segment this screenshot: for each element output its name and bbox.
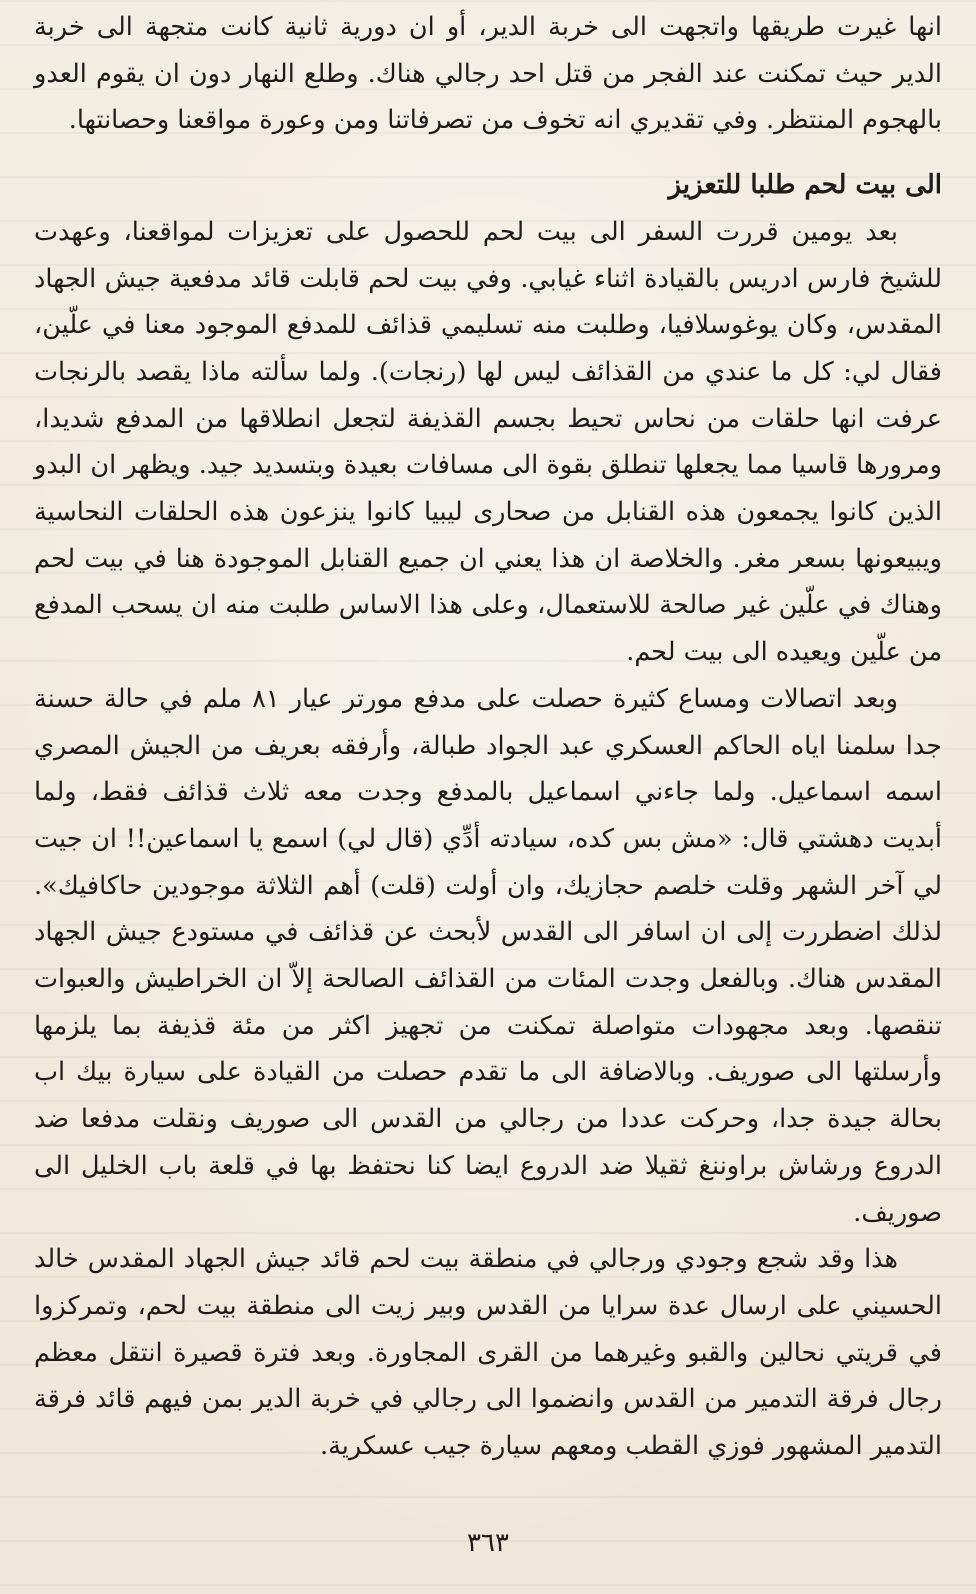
paragraph-continued: انها غيرت طريقها واتجهت الى خربة الدير، أو ان دورية ثانية كانت متجهة الى خربة الدير حيث تمكنت عند الفجر من قتل احد رجالي هناك. وطلع النهار دون ان يقوم العدو بالهجوم المنتظر. وفي تقديري انه تخوف من تصرفاتنا ومن وعورة مواقعنا وحصانتها. xyxy=(34,12,942,136)
section-heading: الى بيت لحم طلبا للتعزيز xyxy=(668,170,942,201)
paragraph-deployment: هذا وقد شجع وجودي ورجالي في منطقة بيت لحم قائد جيش الجهاد المقدس خالد الحسيني على ارسال عدة سرايا من القدس وبير زيت الى منطقة بيت لحم، وتمركزوا في قريتي نحالين والقبو وغيرهما من القرى المجاورة. وبعد فترة قصيرة انتقل معظم رجال فرقة التدمير من القدس وانضموا الى رجالي في خربة الدير بمن فيهم قائد فرقة التدمير المشهور فوزي القطب ومعهم سيارة جيب عسكرية. xyxy=(34,1244,942,1462)
page-number: ٣٦٣ xyxy=(467,1528,509,1558)
paragraph-reinforcements: بعد يومين قررت السفر الى بيت لحم للحصول على تعزيزات لمواقعنا، وعهدت للشيخ فارس ادريس بالقيادة اثناء غيابي. وفي بيت لحم قابلت قائد مدفعية جيش الجهاد المقدس، وكان يوغوسلافيا، وطلبت منه تسليمي قذائف للمدفع الموجود معنا في علّين، فقال لي: كل ما عندي من القذائف ليس لها (رنجات). ولما سألته ماذا يقصد بالرنجات عرفت انها حلقات من نحاس تحيط بجسم القذيفة لتجعل انطلاقها من المدفع شديدا، ومرورها قاسيا مما يجعلها تنطلق بقوة الى مسافات بعيدة وبتسديد جيد. ويظهر ان البدو الذين كانوا يجمعون هذه القنابل من صحارى ليبيا كانوا ينزعون هذه الحلقات النحاسية ويبيعونها بسعر مغر. والخلاصة ان هذا يعني ان جميع القنابل الموجودة هنا في بيت لحم وهناك في علّين غير صالحة للاستعمال، وعلى هذا الاساس طلبت منه ان يسحب المدفع من علّين ويعيده الى بيت لحم. xyxy=(34,216,942,668)
paragraph-mortar: وبعد اتصالات ومساع كثيرة حصلت على مدفع مورتر عيار ٨١ ملم في حالة حسنة جدا سلمنا اياه الحاكم العسكري عبد الجواد طبالة، وأرفقه بعريف من الجيش المصري اسمه اسماعيل. ولما جاءني اسماعيل بالمدفع وجدت معه ثلاث قذائف فقط، ولما أبديت دهشتي قال: «مش بس كده، سيادته أدِّي (قال لي) اسمع يا اسماعين!! ان جيت لي آخر الشهر وقلت خلصم حجازيك، وان أولت (قلت) أهم الثلاثة موجودين حاكافيك». لذلك اضطررت إلى ان اسافر الى القدس لأبحث عن قذائف في مستودع جيش الجهاد المقدس هناك. وبالفعل وجدت المئات من القذائف الصالحة إلاّ ان الخراطيش والعبوات تنقصها. وبعد مجهودات متواصلة تمكنت من تجهيز اكثر من مئة قذيفة بما يلزمها وأرسلتها الى صوريف. وبالاضافة الى ما تقدم حصلت من القيادة على سيارة بيك اب بحالة جيدة جدا، وحركت عددا من رجالي من القدس الى صوريف ونقلت مدفعا ضد الدروع ورشاش براوننغ ثقيلا ضد الدروع ايضا كنا نحتفظ بها في قلعة باب الخليل الى صوريف. xyxy=(34,683,942,1228)
body-text xyxy=(34,4,942,1470)
